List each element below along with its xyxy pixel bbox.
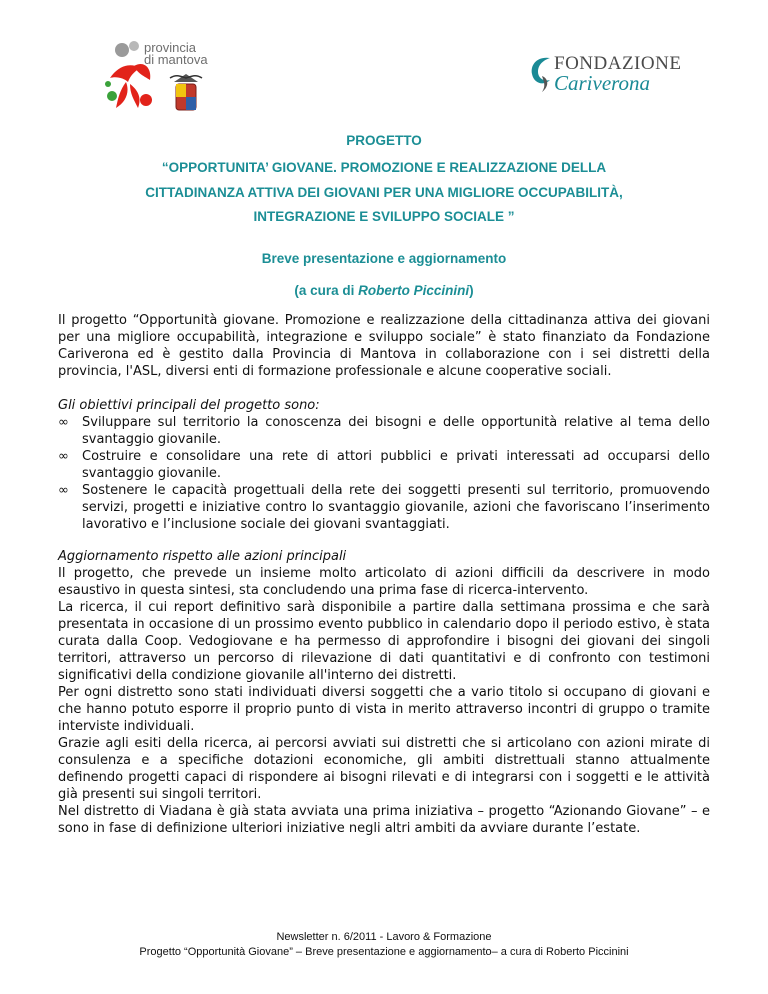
list-item [58, 448, 710, 482]
update-paragraph: Nel distretto di Viadana è già stata avviata una prima iniziativa – progetto “Azionando Giovane” – e sono in fase di definizione ulteriori iniziative negli altri ambiti da avviare durante l’estate. [58, 804, 710, 836]
update-paragraph: Il progetto, che prevede un insieme molto articolato di azioni difficili da descrivere in modo esaustivo in questa sintesi, sta concludendo una prima fase di ricerca-intervento. [58, 566, 710, 598]
fondazione-cariverona-logo [528, 52, 698, 96]
intro-paragraph: Il progetto “Opportunità giovane. Promozione e realizzazione della cittadinanza attiva dei giovani per una migliore occupabilità, integrazione e sviluppo sociale” è stato finanziato da Fondazione Cariverona ed è gestito dalla Provincia di Mantova in collaborazione con i sei distretti della provincia, l'ASL, diversi enti di formazione professionale e alcune cooperative sociali. [58, 313, 710, 379]
author-name: Roberto Piccinini [358, 283, 470, 298]
project-title-line-1: “OPPORTUNITA’ GIOVANE. PROMOZIONE E REALIZZAZIONE DELLA [161, 160, 607, 175]
author-credit [60, 283, 708, 298]
update-paragraph: Per ogni distretto sono stati individuati diversi soggetti che a vario titolo si occupano di giovani e che hanno potuto esporre il proprio punto di vista in merito attraverso incontri di gruppo o tramite interviste individuali. [58, 685, 710, 734]
provincia-logo-line1: provincia [144, 40, 197, 55]
bullet-icon: ∞ [58, 415, 69, 430]
update-heading: Aggiornamento rispetto alle azioni principali [58, 549, 347, 564]
footer-newsletter: Newsletter n. 6/2011 - Lavoro & Formazione [276, 931, 492, 943]
objectives-heading: Gli obiettivi principali del progetto sono: [58, 398, 320, 413]
update-paragraph: Grazie agli esiti della ricerca, ai percorsi avviati sui distretti che si articolano con azioni mirate di consulenza e a specifiche dotazioni economiche, gli ambiti distrettuali stanno attualmente definendo progetti capaci di rispondere ai bisogni rilevati e di integrarsi con i soggetti e le attività già presenti sui singoli territori. [58, 736, 710, 802]
update-section [58, 548, 710, 837]
objective-text: Sviluppare sul territorio la conoscenza dei bisogni e delle opportunità relative al tema dello svantaggio giovanile. [82, 415, 710, 447]
update-paragraph: La ricerca, il cui report definitivo sarà disponibile a partire dalla settimana prossima e che sarà presentata in occasione di un prossimo evento pubblico in calendario dopo il periodo estivo, è stata curata dalla Coop. Vedogiovane e ha permesso di approfondire i bisogni dei giovani dei singoli territori, attraverso un percorso di rilevazione di dati quantitativi e di confronto con testimoni significativi della condizione giovanile all'interno dei distretti. [58, 600, 710, 683]
author-prefix: (a cura di [294, 283, 359, 298]
list-item [58, 482, 710, 533]
project-label: PROGETTO [346, 133, 422, 148]
objective-text: Sostenere le capacità progettuali della rete dei soggetti presenti sul territorio, promuovendo servizi, progetti e iniziative contro lo svantaggio giovanile, azioni che favoriscano l’inserimento lavorativo e l’inclusione sociale dei giovani svantaggiati. [82, 483, 710, 532]
provincia-logo-text [144, 42, 208, 66]
list-item [58, 414, 710, 448]
bullet-icon: ∞ [58, 483, 69, 498]
fondazione-logo-line1: FONDAZIONE [554, 53, 682, 74]
author-suffix: ) [469, 283, 474, 298]
project-title-line-2: CITTADINANZA ATTIVA DEI GIOVANI PER UNA MIGLIORE OCCUPABILITÀ, [145, 185, 623, 200]
provincia-di-mantova-logo [104, 38, 214, 118]
fondazione-logo-mark [528, 54, 554, 94]
bullet-icon: ∞ [58, 449, 69, 464]
document-subtitle: Breve presentazione e aggiornamento [261, 251, 507, 266]
footer-project-credit: Progetto “Opportunità Giovane” – Breve presentazione e aggiornamento– a cura di Roberto Piccinini [139, 946, 629, 958]
project-title-line-3: INTEGRAZIONE E SVILUPPO SOCIALE ” [253, 209, 515, 224]
fondazione-logo-line2: Cariverona [554, 71, 651, 95]
provincia-logo-line2: di mantova [144, 52, 208, 67]
objectives-list [58, 414, 710, 533]
objective-text: Costruire e consolidare una rete di attori pubblici e privati interessati ad occuparsi dello svantaggio giovanile. [82, 449, 710, 481]
